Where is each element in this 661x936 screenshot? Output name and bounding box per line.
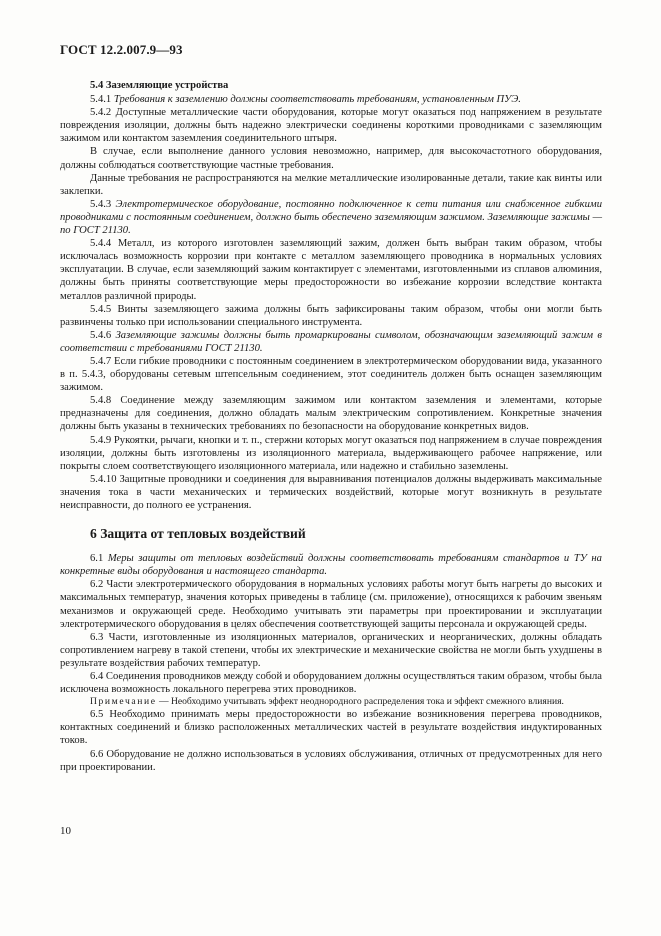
clause-number: 6.1: [90, 553, 104, 565]
paragraph-6-4: 6.4 Соединения проводников между собой и оборудованием должны осуществляться таким образом, чтобы была исключена возможность локального перегрева этих проводников.: [60, 671, 602, 696]
paragraph-5-4-1: [60, 93, 602, 106]
clause-text: Меры защиты от тепловых воздействий должны соответствовать требованиям стандартов и ТУ на конкретные виды оборудования и настоящего стандарта.: [60, 553, 602, 578]
section-6-heading: 6 Защита от тепловых воздействий: [90, 526, 306, 542]
clause-text: Заземляющие зажимы должны быть промаркированы символом, обозначающим заземляющий зажим в соответствии с требованиями ГОСТ 21130.: [60, 329, 602, 354]
clause-text: Требования к заземлению должны соответствовать требованиям, установленным ПУЭ.: [113, 94, 521, 106]
paragraph-5-4-5: 5.4.5 Винты заземляющего зажима должны быть зафиксированы таким образом, чтобы они могли быть развинчены только при использовании специального инструмента.: [60, 303, 602, 328]
clause-text: Электротермическое оборудование, постоянно подключенное к сети питания или снабженное гибкими проводниками с постоянным соединением, должно быть обеспечено заземляющим зажимом. Заземляющие зажимы — по ГОСТ 21130.: [60, 198, 602, 237]
paragraph-5-4-2: 5.4.2 Доступные металлические части оборудования, которые могут оказаться под напряжением в результате повреждения изоляции, должны быть надежно электрически соединены короткими проводниками с заземляющим зажимом или контактом заземления соединительного штыря.: [60, 107, 602, 145]
paragraph-5-4-4: 5.4.4 Металл, из которого изготовлен заземляющий зажим, должен быть выбран таким образом, чтобы исключалась возможность коррозии при контакте с металлом заземляющего проводника в нормальных условиях эксплуатации. В случае, если заземляющий зажим контактирует с элементами, изготовленными из сплавов алюминия, должны быть приняты соответствующие меры предосторожности во избежание коррозии вследствие контакта металлов различной природы.: [60, 238, 602, 302]
document-body: [60, 79, 602, 774]
paragraph-5-4-2c: Данные требования не распространяются на мелкие металлические изолированные детали, такие как винты или заклепки.: [60, 172, 602, 197]
clause-number: 5.4.6: [90, 329, 112, 341]
page-number: 10: [60, 825, 71, 837]
note-text: — Необходимо учитывать эффект неоднородного распределения тока и эффект смежного влияния.: [156, 696, 564, 708]
paragraph-5-4-8: 5.4.8 Соединение между заземляющим зажимом или контактом заземления и элементами, которые предназначены для соединения, должно обладать малым электрическим сопротивлением. Конкретные значения должны быть указаны в технических требованиях по безопасности на оборудование конкретных видов.: [60, 395, 602, 433]
section-5-4-heading: 5.4 Заземляющие устройства: [90, 80, 229, 91]
paragraph-6-3: 6.3 Части, изготовленные из изоляционных материалов, органических и неорганических, должны обладать сопротивлением нагреву в такой степени, чтобы их электрические и механические свойства не могли быть ухудшены в результате воздействия рабочих температур.: [60, 631, 602, 669]
paragraph-5-4-3: [60, 198, 602, 237]
paragraph-5-4-7: 5.4.7 Если гибкие проводники с постоянным соединением в электротермическом оборудовании вида, указанного в п. 5.4.3, оборудованы сетевым штепсельным соединением, этот соединитель должен быть оснащен заземляющим зажимом.: [60, 355, 602, 394]
note-label: Примечание: [90, 696, 157, 708]
clause-number: 5.4.1: [90, 94, 112, 106]
clause-number: 5.4.3: [90, 198, 112, 210]
paragraph-6-2: 6.2 Части электротермического оборудования в нормальных условиях работы могут быть нагреты до высоких и максимальных температур, значения которых приведены в таблице (см. приложение), относящихся к рабочим звеньям механизмов и окружающей среде. Необходимо учитывать эти параметры при проектировании и эксплуатации электротермического оборудования в целях обеспечения соответствующей защиты персонала и окружающей среды.: [60, 579, 602, 630]
paragraph-6-5: 6.5 Необходимо принимать меры предосторожности во избежание возникновения перегрева проводников, контактных соединений и близко расположенных металлических частей в результате воздействия индуктированных токов.: [60, 709, 602, 747]
paragraph-5-4-2b: В случае, если выполнение данного условия невозможно, например, для высокочастотного оборудования, должны соблюдаться соответствующие частные требования.: [60, 146, 602, 171]
paragraph-5-4-10: 5.4.10 Защитные проводники и соединения для выравнивания потенциалов должны выдерживать максимальные значения тока в части механических и термических воздействий, которые могут возникнуть в результате неисправности, до полного ее устранения.: [60, 473, 602, 511]
paragraph-6-1: [60, 552, 602, 578]
paragraph-5-4-6: [60, 329, 602, 355]
document-header: ГОСТ 12.2.007.9—93: [60, 42, 183, 57]
paragraph-6-6: 6.6 Оборудование не должно использоваться в условиях обслуживания, отличных от предусмотренных для него при проектировании.: [60, 748, 602, 773]
note: [60, 696, 602, 708]
paragraph-5-4-9: 5.4.9 Рукоятки, рычаги, кнопки и т. п., стержни которых могут оказаться под напряжением в случае повреждения изоляции, должны быть изготовлены из изоляционного материала, выдерживающего рабочее напряжение, или покрыты слоем соответствующего изоляционного материала, или надежно и стабильно заземлены.: [60, 434, 602, 472]
